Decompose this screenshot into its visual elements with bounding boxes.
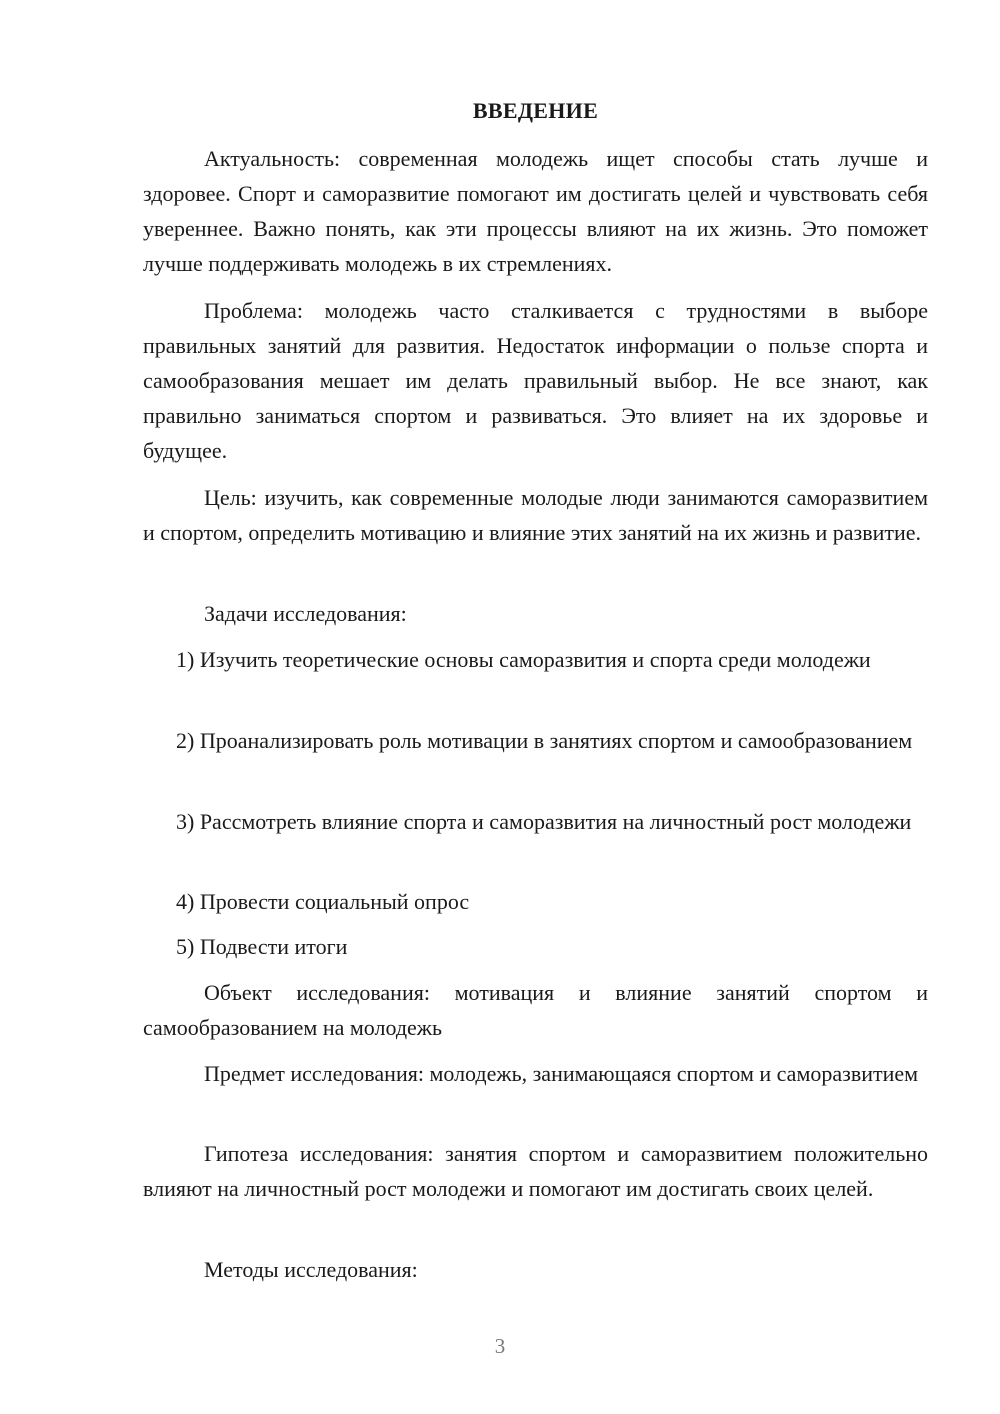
list-item: 4) Провести социальный опрос <box>176 889 470 914</box>
paragraph-methods: Методы исследования: <box>204 1257 418 1282</box>
paragraph-tasks-heading: Задачи исследования: <box>204 601 407 626</box>
paragraph-object: Объект исследования: мотивация и влияние занятий спортом и самообразованием на молодежь <box>143 980 928 1040</box>
page-title: ВВЕДЕНИЕ <box>472 98 599 123</box>
list-item: 3) Рассмотреть влияние спорта и саморазвития на личностный рост молодежи <box>176 809 912 834</box>
list-item: 1) Изучить теоретические основы саморазвития и спорта среди молодежи <box>176 647 871 672</box>
list-item: 2) Проанализировать роль мотивации в занятиях спортом и самообразованием <box>176 728 913 753</box>
paragraph-hypothesis: Гипотеза исследования: занятия спортом и саморазвитием положительно влияют на личностный рост молодежи и помогают им достигать своих целей. <box>143 1141 928 1201</box>
paragraph-problem: Проблема: молодежь часто сталкивается с трудностями в выборе правильных занятий для развития. Недостаток информации о пользе спорта и самообразования мешает им делать правильный выбор. Не все знают, как правильно заниматься спортом и развиваться. Это влияет на их здоровье и будущее. <box>143 298 928 463</box>
paragraph-subject: Предмет исследования: молодежь, занимающаяся спортом и саморазвитием <box>204 1061 919 1086</box>
list-item: 5) Подвести итоги <box>176 934 348 959</box>
paragraph-goal: Цель: изучить, как современные молодые люди занимаются саморазвитием и спортом, определить мотивацию и влияние этих занятий на их жизнь и развитие. <box>143 485 928 545</box>
paragraph-relevance: Актуальность: современная молодежь ищет способы стать лучше и здоровее. Спорт и саморазвитие помогают им достигать целей и чувствовать себя увереннее. Важно понять, как эти процессы влияют на их жизнь. Это поможет лучше поддерживать молодежь в их стремлениях. <box>143 146 928 276</box>
page-number: 3 <box>494 1334 506 1358</box>
